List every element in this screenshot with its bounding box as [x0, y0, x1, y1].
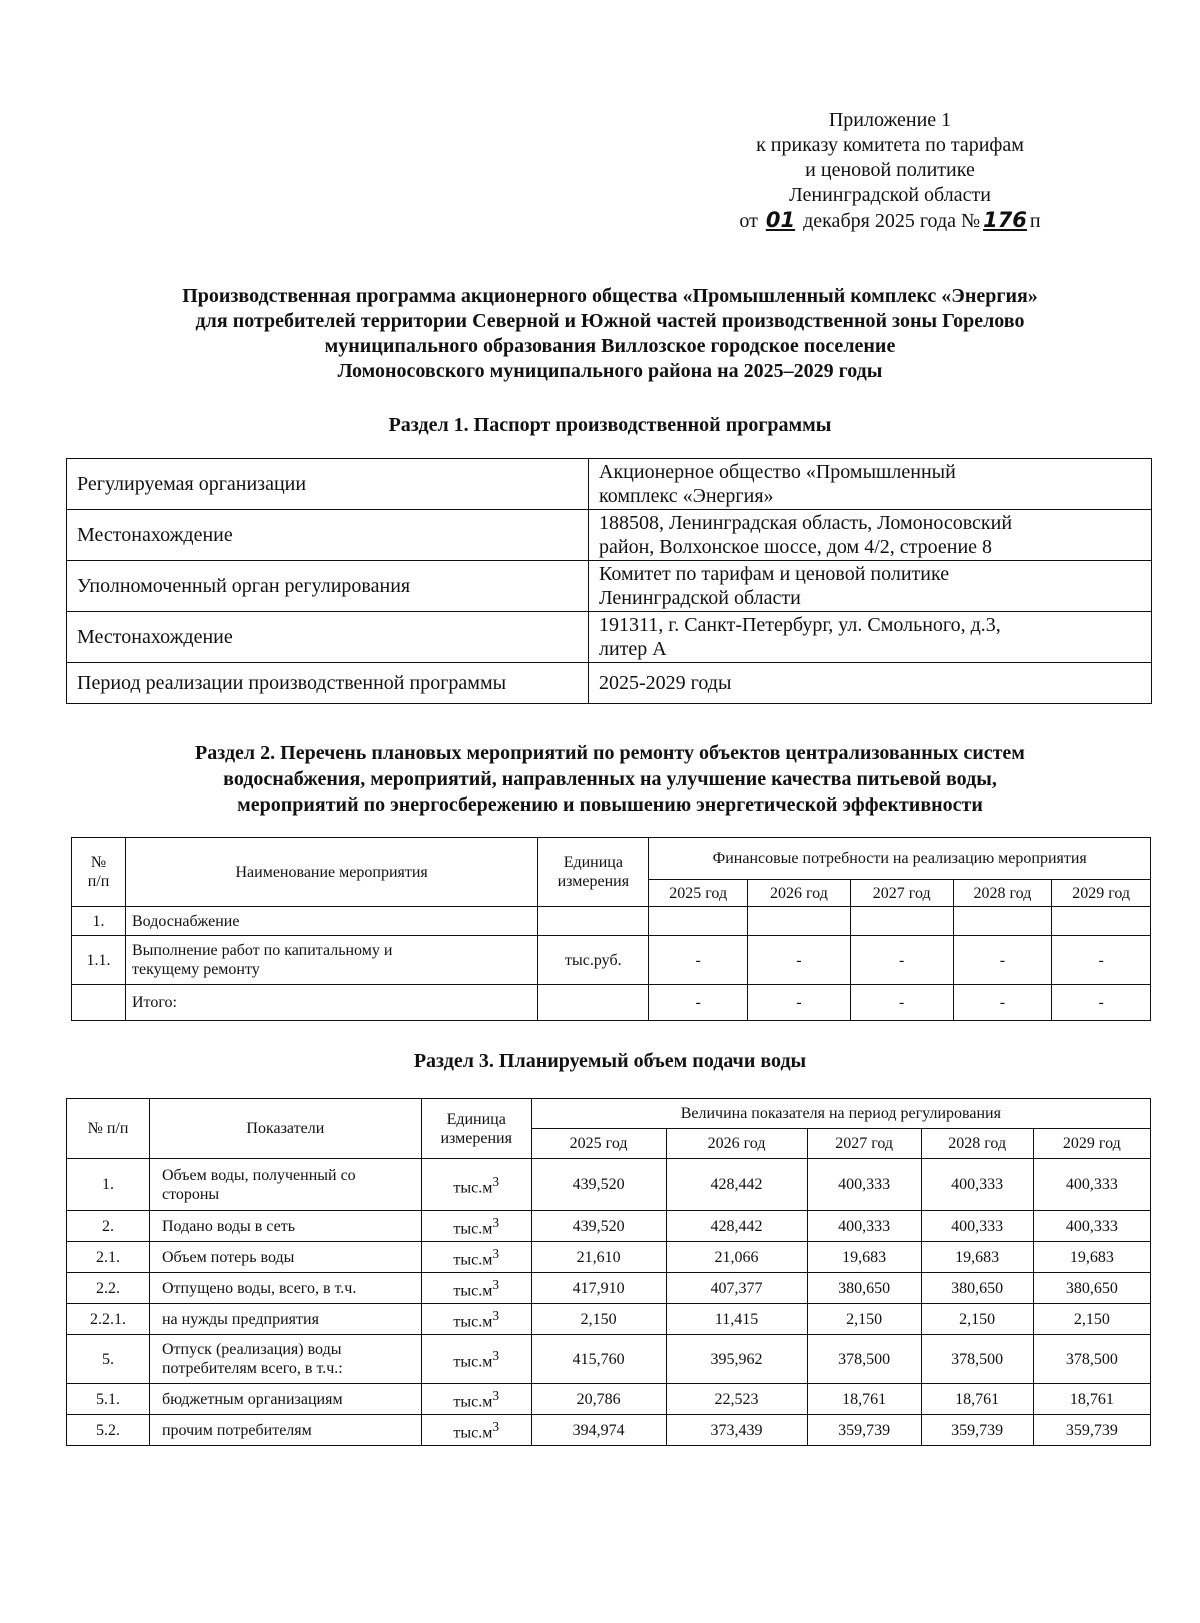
value-line: литер А: [599, 638, 667, 660]
row-value: -: [953, 936, 1052, 985]
header-unit: [421, 1099, 531, 1159]
table-row: [72, 985, 1151, 1021]
row-value: 19,683: [807, 1242, 921, 1273]
row-value: 19,683: [1033, 1242, 1150, 1273]
title-line: для потребителей территории Северной и Южной частей производственной зоны Горелово: [195, 310, 1025, 332]
row-value: -: [850, 985, 953, 1021]
row-unit: [421, 1384, 531, 1415]
row-value: 2,150: [807, 1304, 921, 1335]
row-num: [72, 985, 126, 1021]
table-row: [67, 1159, 1151, 1211]
row-indicator: [149, 1159, 421, 1211]
header-year: 2027 год: [807, 1129, 921, 1159]
passport-value: [589, 510, 1152, 561]
row-num: 1.: [67, 1159, 150, 1211]
unit-base: тыс.м: [453, 1424, 493, 1442]
row-value: -: [1052, 936, 1151, 985]
table-row: [72, 936, 1151, 985]
header-text: измерения: [557, 873, 630, 890]
row-unit: [421, 1211, 531, 1242]
handwritten-order-number: 176: [983, 208, 1027, 232]
table-row: [67, 1335, 1151, 1384]
row-value: 400,333: [921, 1159, 1033, 1211]
row-value: 407,377: [666, 1273, 807, 1304]
table-row: [67, 1273, 1151, 1304]
name-line: бюджетным организациям: [161, 1390, 343, 1408]
row-num: 5.: [67, 1335, 150, 1384]
row-value: 395,962: [666, 1335, 807, 1384]
row-value: 400,333: [921, 1211, 1033, 1242]
row-value: -: [649, 936, 748, 985]
row-unit: [421, 1415, 531, 1446]
table-row: [67, 1242, 1151, 1273]
passport-label: Местонахождение: [67, 510, 589, 561]
value-line: комплекс «Энергия»: [599, 485, 774, 507]
header-year: 2028 год: [953, 880, 1052, 907]
heading-line: мероприятий по энергосбережению и повышению энергетической эффективности: [237, 794, 983, 816]
name-line: потребителям всего, в т.ч.:: [161, 1360, 343, 1377]
row-value: 21,610: [531, 1242, 666, 1273]
unit-superscript: 3: [492, 1308, 500, 1324]
name-line: Выполнение работ по капитальному и: [132, 942, 393, 959]
value-line: Ленинградской области: [599, 587, 801, 609]
row-value: 439,520: [531, 1159, 666, 1211]
row-value: 22,523: [666, 1384, 807, 1415]
header-text: №: [90, 854, 107, 871]
document-title: [60, 284, 1160, 384]
section1-heading: Раздел 1. Паспорт производственной программы: [388, 414, 832, 436]
row-value: 18,761: [1033, 1384, 1150, 1415]
header-year: 2025 год: [649, 880, 748, 907]
appendix-line: к приказу комитета по тарифам: [756, 134, 1024, 156]
header-text: измерения: [440, 1129, 512, 1147]
header-num: № п/п: [67, 1099, 150, 1159]
row-value: [1052, 907, 1151, 936]
row-unit: [421, 1242, 531, 1273]
row-value: -: [953, 985, 1052, 1021]
row-value: 400,333: [807, 1159, 921, 1211]
name-line: Объем воды, полученный со: [161, 1166, 356, 1184]
row-value: 415,760: [531, 1335, 666, 1384]
row-num: 1.: [72, 907, 126, 936]
unit-superscript: 3: [492, 1348, 500, 1364]
value-line: район, Волхонское шоссе, дом 4/2, строение 8: [599, 536, 993, 558]
row-value: 394,974: [531, 1415, 666, 1446]
row-value: 373,439: [666, 1415, 807, 1446]
row-unit: тыс.руб.: [538, 936, 649, 985]
unit-base: тыс.м: [453, 1353, 493, 1371]
row-value: 11,415: [666, 1304, 807, 1335]
row-value: [850, 907, 953, 936]
row-value: 380,650: [921, 1273, 1033, 1304]
row-num: 2.2.1.: [67, 1304, 150, 1335]
row-value: 2,150: [921, 1304, 1033, 1335]
row-value: 400,333: [1033, 1211, 1150, 1242]
row-value: [748, 907, 851, 936]
unit-superscript: 3: [492, 1419, 500, 1435]
name-line: Подано воды в сеть: [161, 1217, 295, 1235]
passport-row: [67, 561, 1152, 612]
heading-line: водоснабжения, мероприятий, направленных на улучшение качества питьевой воды,: [223, 768, 997, 790]
table-row: [67, 1384, 1151, 1415]
row-value: 400,333: [807, 1211, 921, 1242]
header-year: 2026 год: [666, 1129, 807, 1159]
row-num: 2.2.: [67, 1273, 150, 1304]
title-line: муниципального образования Виллозское городское поселение: [324, 335, 896, 357]
row-num: 1.1.: [72, 936, 126, 985]
header-text: Единица: [446, 1110, 506, 1128]
date-prefix: от: [739, 210, 758, 232]
header-year: 2027 год: [850, 880, 953, 907]
row-num: 2.1.: [67, 1242, 150, 1273]
row-value: 417,910: [531, 1273, 666, 1304]
name-line: стороны: [161, 1185, 220, 1203]
date-middle: декабря 2025 года №: [803, 210, 981, 232]
unit-base: тыс.м: [453, 1179, 493, 1197]
row-value: 21,066: [666, 1242, 807, 1273]
name-line: на нужды предприятия: [161, 1310, 319, 1328]
row-unit: [421, 1273, 531, 1304]
header-year: 2026 год: [748, 880, 851, 907]
name-line: Отпущено воды, всего, в т.ч.: [161, 1279, 357, 1297]
passport-value: [589, 459, 1152, 510]
passport-label: Регулируемая организации: [67, 459, 589, 510]
row-indicator: [149, 1273, 421, 1304]
table-row: [72, 907, 1151, 936]
row-value: 400,333: [1033, 1159, 1150, 1211]
row-indicator: [149, 1211, 421, 1242]
passport-value: [589, 612, 1152, 663]
appendix-date-line: [700, 208, 1080, 234]
row-value: 428,442: [666, 1159, 807, 1211]
water-supply-table: [66, 1098, 1151, 1446]
name-line: прочим потребителям: [161, 1421, 312, 1439]
unit-base: тыс.м: [453, 1251, 493, 1269]
row-value: 19,683: [921, 1242, 1033, 1273]
passport-label: Уполномоченный орган регулирования: [67, 561, 589, 612]
name-line: текущему ремонту: [132, 961, 260, 978]
header-num: [72, 838, 126, 907]
header-text: Единица: [563, 854, 623, 871]
row-indicator: [149, 1242, 421, 1273]
unit-superscript: 3: [492, 1173, 500, 1189]
row-value: 428,442: [666, 1211, 807, 1242]
unit-superscript: 3: [492, 1388, 500, 1404]
passport-row: [67, 510, 1152, 561]
value-line: Акционерное общество «Промышленный: [599, 461, 956, 483]
passport-row: [67, 663, 1152, 704]
passport-row: [67, 459, 1152, 510]
title-line: Производственная программа акционерного общества «Промышленный комплекс «Энергия»: [182, 285, 1038, 307]
row-unit: [421, 1335, 531, 1384]
unit-superscript: 3: [492, 1277, 500, 1293]
value-line: 191311, г. Санкт-Петербург, ул. Смольного, д.3,: [599, 614, 1001, 636]
name-line: Итого:: [132, 994, 177, 1011]
appendix-line: Ленинградской области: [789, 184, 991, 206]
header-year: 2029 год: [1052, 880, 1151, 907]
row-value: 378,500: [807, 1335, 921, 1384]
row-indicator: [149, 1335, 421, 1384]
header-year: 2029 год: [1033, 1129, 1150, 1159]
header-period: Величина показателя на период регулирования: [531, 1099, 1150, 1129]
row-value: 378,500: [921, 1335, 1033, 1384]
row-value: -: [850, 936, 953, 985]
row-value: 378,500: [1033, 1335, 1150, 1384]
row-unit: [421, 1304, 531, 1335]
header-finance: Финансовые потребности на реализацию мероприятия: [649, 838, 1151, 880]
number-suffix: п: [1029, 210, 1041, 232]
appendix-header: [700, 108, 1080, 234]
row-indicator: [149, 1415, 421, 1446]
section2-heading: [60, 740, 1160, 818]
header-year: 2025 год: [531, 1129, 666, 1159]
table-row: [67, 1304, 1151, 1335]
header-year: 2028 год: [921, 1129, 1033, 1159]
value-line: 188508, Ленинградская область, Ломоносовский: [599, 512, 1013, 534]
title-line: Ломоносовского муниципального района на 2025–2029 годы: [337, 360, 883, 382]
unit-base: тыс.м: [453, 1282, 493, 1300]
row-value: 359,739: [1033, 1415, 1150, 1446]
row-unit: [538, 985, 649, 1021]
unit-superscript: 3: [492, 1246, 500, 1262]
unit-base: тыс.м: [453, 1313, 493, 1331]
row-value: [649, 907, 748, 936]
table-row: [67, 1211, 1151, 1242]
row-value: 18,761: [807, 1384, 921, 1415]
passport-table: [66, 458, 1152, 704]
row-indicator: [149, 1384, 421, 1415]
row-name: [126, 985, 538, 1021]
row-unit: [421, 1159, 531, 1211]
value-line: Комитет по тарифам и ценовой политике: [599, 563, 950, 585]
handwritten-day: 01: [765, 208, 796, 232]
row-value: 2,150: [531, 1304, 666, 1335]
row-value: 439,520: [531, 1211, 666, 1242]
section3-heading: Раздел 3. Планируемый объем подачи воды: [413, 1050, 807, 1072]
passport-value: [589, 561, 1152, 612]
value-line: 2025-2029 годы: [599, 672, 732, 694]
row-value: 380,650: [1033, 1273, 1150, 1304]
name-line: Водоснабжение: [132, 912, 240, 930]
passport-value: [589, 663, 1152, 704]
row-num: 5.1.: [67, 1384, 150, 1415]
header-indicators: Показатели: [149, 1099, 421, 1159]
name-line: Объем потерь воды: [161, 1248, 295, 1266]
name-line: Отпуск (реализация) воды: [161, 1341, 342, 1358]
row-value: 2,150: [1033, 1304, 1150, 1335]
row-name: [126, 936, 538, 985]
row-num: 5.2.: [67, 1415, 150, 1446]
unit-superscript: 3: [492, 1215, 500, 1231]
row-value: -: [649, 985, 748, 1021]
header-name: Наименование мероприятия: [126, 838, 538, 907]
heading-line: Раздел 2. Перечень плановых мероприятий по ремонту объектов централизованных систем: [195, 742, 1025, 764]
unit-base: тыс.м: [453, 1393, 493, 1411]
row-num: 2.: [67, 1211, 150, 1242]
header-unit: [538, 838, 649, 907]
header-text: п/п: [87, 873, 110, 890]
row-value: -: [748, 985, 851, 1021]
row-value: 18,761: [921, 1384, 1033, 1415]
row-value: -: [748, 936, 851, 985]
measures-table: [71, 837, 1151, 1021]
row-value: [953, 907, 1052, 936]
table-row: [67, 1415, 1151, 1446]
row-value: 359,739: [921, 1415, 1033, 1446]
row-name: [126, 907, 538, 936]
row-indicator: [149, 1304, 421, 1335]
appendix-line: и ценовой политике: [805, 159, 975, 181]
passport-label: Период реализации производственной программы: [67, 663, 589, 704]
row-value: 20,786: [531, 1384, 666, 1415]
passport-label: Местонахождение: [67, 612, 589, 663]
passport-row: [67, 612, 1152, 663]
row-value: -: [1052, 985, 1151, 1021]
appendix-line: Приложение 1: [828, 109, 952, 131]
unit-base: тыс.м: [453, 1220, 493, 1238]
row-value: 359,739: [807, 1415, 921, 1446]
row-value: 380,650: [807, 1273, 921, 1304]
row-unit: [538, 907, 649, 936]
